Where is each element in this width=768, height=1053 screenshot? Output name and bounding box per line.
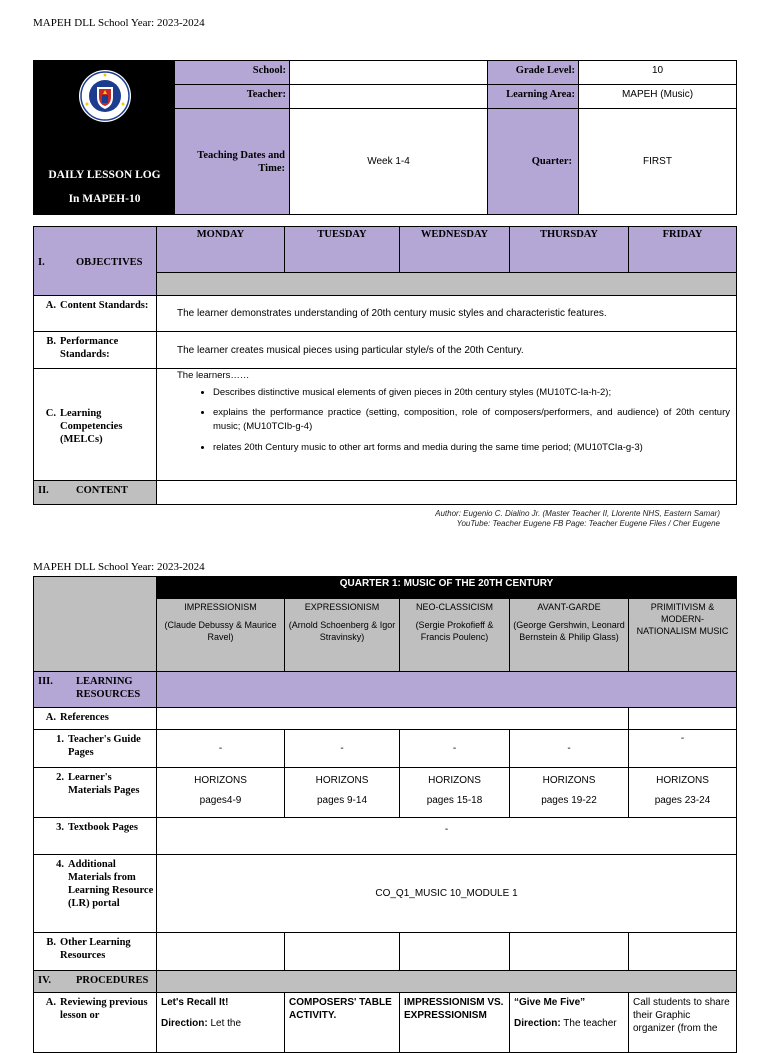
page2-header: MAPEH DLL School Year: 2023-2024 (33, 561, 205, 573)
dll-title (34, 163, 175, 211)
reviewing-label (34, 993, 157, 1053)
deped-seal-logo (78, 69, 132, 123)
learning-resources-bar (157, 672, 737, 708)
textbook-pages-value: - (157, 818, 737, 855)
olr-cell (629, 933, 737, 971)
lm-cell (629, 768, 737, 818)
olr-cell (285, 933, 400, 971)
review-body: Let the (207, 1018, 242, 1029)
other-resources-title: Other Learning Resources (60, 937, 131, 961)
competency-item: • relates 20th Century music to other art forms and media during the same time period; (MU10TCIa-g-3) (213, 440, 730, 455)
content-standards-num: A. (45, 300, 56, 311)
learners-materials-num: 2. (56, 772, 64, 783)
objectives-gray-bar (157, 273, 737, 296)
review-head: “Give Me Five” (514, 997, 586, 1008)
teaching-dates-label: Teaching Dates and Time: (175, 109, 290, 215)
lm-pages: pages 15-18 (426, 795, 483, 806)
teaching-dates-value: Week 1-4 (290, 109, 488, 215)
performance-standards-text: The learner creates musical pieces using particular style/s of the 20th Century. (157, 332, 737, 369)
social-line: YouTube: Teacher Eugene FB Page: Teacher Eugene Files / Cher Eugene (456, 519, 720, 528)
objectives-num: I. (38, 257, 45, 268)
procedures-label: PROCEDURES (76, 975, 149, 986)
lm-cell (510, 768, 629, 818)
lm-pages: pages 19-22 (541, 795, 597, 806)
references-num: A. (45, 712, 56, 723)
review-body: The teacher (560, 1018, 617, 1029)
grade-level-label: Grade Level: (488, 61, 579, 85)
content-cell (157, 481, 737, 505)
objectives-header (34, 227, 157, 296)
learners-materials-label (34, 768, 157, 818)
performance-standards-title: Performance Standards: (60, 336, 119, 360)
day-tuesday: TUESDAY (285, 227, 400, 273)
objectives-label: OBJECTIVES (76, 257, 143, 268)
olr-cell (510, 933, 629, 971)
day-thursday: THURSDAY (510, 227, 629, 273)
additional-materials-label (34, 855, 157, 933)
lm-cell (157, 768, 285, 818)
review-body: Call students to share their Graphic organizer (from the (633, 997, 730, 1034)
tg-value: - (285, 730, 400, 768)
learning-resources-num: III. (38, 676, 53, 687)
review-direction: Direction: (514, 1018, 561, 1029)
lm-pages: pages4-9 (199, 795, 242, 806)
review-cell-monday (157, 993, 285, 1053)
dll-title-line1: DAILY LESSON LOG (48, 169, 161, 181)
references-cell-friday (629, 708, 737, 730)
learning-resources-header (34, 672, 157, 708)
dll-header-table (33, 60, 737, 215)
teachers-guide-label (34, 730, 157, 768)
additional-materials-value: CO_Q1_MUSIC 10_MODULE 1 (157, 855, 737, 933)
tg-value: - (400, 730, 510, 768)
lm-book: HORIZONS (542, 775, 596, 786)
procedures-header (34, 971, 157, 993)
reviewing-num: A. (45, 997, 56, 1008)
content-standards-title: Content Standards: (60, 300, 149, 311)
day-wednesday: WEDNESDAY (400, 227, 510, 273)
content-num: II. (38, 485, 49, 496)
style-name: EXPRESSIONISM (304, 602, 380, 612)
style-composers: (George Gershwin, Leonard Bernstein & Philip Glass) (513, 620, 625, 642)
competency-item: • Describes distinctive musical elements of given pieces in 20th century styles (MU10TC-Ia-h-2); (213, 385, 730, 400)
olr-cell (400, 933, 510, 971)
review-head: IMPRESSIONISM VS. EXPRESSIONISM (404, 997, 504, 1021)
day-friday: FRIDAY (629, 227, 737, 273)
additional-materials-num: 4. (56, 859, 64, 870)
performance-standards-num: B. (46, 336, 56, 347)
style-composers: (Sergie Prokofieff & Francis Poulenc) (415, 620, 494, 642)
competency-item: • explains the performance practice (setting, composition, role of composers/performers, and audience) of 20th century music; (MU10TCIb-g-4) (213, 406, 730, 434)
style-name: IMPRESSIONISM (184, 602, 257, 612)
lm-book: HORIZONS (428, 775, 481, 786)
day-monday: MONDAY (157, 227, 285, 273)
review-direction: Direction: (161, 1018, 208, 1029)
other-resources-num: B. (46, 937, 56, 948)
school-label: School: (175, 61, 290, 85)
references-label (34, 708, 157, 730)
dll-title-block (34, 61, 175, 215)
review-cell-wednesday (400, 993, 510, 1053)
style-impressionism (157, 599, 285, 672)
textbook-pages-num: 3. (56, 822, 64, 833)
page1-header: MAPEH DLL School Year: 2023-2024 (33, 17, 205, 29)
style-expressionism (285, 599, 400, 672)
author-credit (400, 509, 720, 529)
objectives-table (33, 226, 737, 505)
lm-book: HORIZONS (194, 775, 247, 786)
competencies-label (34, 369, 157, 481)
reviewing-title: Reviewing previous lesson or (60, 997, 148, 1021)
lm-book: HORIZONS (315, 775, 369, 786)
procedures-num: IV. (38, 975, 51, 986)
lm-book: HORIZONS (656, 775, 709, 786)
lm-pages: pages 9-14 (316, 795, 368, 806)
school-value (290, 61, 488, 85)
quarter-label: Quarter: (488, 109, 579, 215)
quarter-title: QUARTER 1: MUSIC OF THE 20TH CENTURY (157, 577, 737, 599)
review-head: Let's Recall It! (161, 997, 229, 1008)
other-resources-label (34, 933, 157, 971)
olr-cell (157, 933, 285, 971)
teachers-guide-title: Teacher's Guide Pages (68, 734, 141, 758)
author-line: Author: Eugenio C. Dialino Jr. (Master Teacher II, Llorente NHS, Eastern Samar) (435, 509, 720, 518)
textbook-pages-label (34, 818, 157, 855)
grade-level-value: 10 (579, 61, 737, 85)
style-name: AVANT-GARDE (537, 602, 601, 612)
lm-cell (400, 768, 510, 818)
quarter-value: FIRST (579, 109, 737, 215)
learning-area-label: Learning Area: (488, 85, 579, 109)
procedures-bar (157, 971, 737, 993)
review-cell-tuesday (285, 993, 400, 1053)
corner-cell (34, 577, 157, 672)
style-composers: (Arnold Schoenberg & Igor Stravinsky) (288, 620, 396, 642)
content-standards-text: The learner demonstrates understanding of 20th century music styles and characteristic features. (157, 296, 737, 332)
tg-value: - (510, 730, 629, 768)
competencies-list (177, 385, 730, 455)
teacher-label: Teacher: (175, 85, 290, 109)
style-avant-garde (510, 599, 629, 672)
learning-area-value: MAPEH (Music) (579, 85, 737, 109)
lm-pages: pages 23-24 (654, 795, 711, 806)
content-label: CONTENT (76, 485, 128, 496)
teacher-value (290, 85, 488, 109)
lm-cell (285, 768, 400, 818)
references-title: References (60, 712, 109, 723)
additional-materials-title: Additional Materials from Learning Resource (LR) portal (68, 859, 154, 909)
learners-materials-title: Learner's Materials Pages (68, 772, 140, 796)
references-cell (157, 708, 629, 730)
tg-value: - (157, 730, 285, 768)
style-name: NEO-CLASSICISM (415, 602, 493, 612)
performance-standards-label (34, 332, 157, 369)
competencies-num: C. (45, 407, 56, 419)
learning-resources-label: LEARNING RESOURCES (76, 676, 141, 700)
textbook-pages-title: Textbook Pages (68, 822, 138, 833)
competencies-title: Learning Competencies (MELCs) (60, 407, 123, 445)
resources-table (33, 576, 737, 1053)
review-head: COMPOSERS' TABLE ACTIVITY. (289, 997, 392, 1021)
competencies-intro: The learners…… (177, 370, 250, 381)
content-standards-label (34, 296, 157, 332)
dll-title-line2: In MAPEH-10 (68, 193, 141, 205)
competencies-cell (157, 369, 737, 481)
style-neo-classicism (400, 599, 510, 672)
style-name: PRIMITIVISM & MODERN-NATIONALISM MUSIC (636, 602, 729, 636)
style-composers: (Claude Debussy & Maurice Ravel) (164, 620, 277, 642)
content-header (34, 481, 157, 505)
style-primitivism (629, 599, 737, 672)
review-cell-friday (629, 993, 737, 1053)
tg-value: - (629, 730, 737, 768)
review-cell-thursday (510, 993, 629, 1053)
teachers-guide-num: 1. (56, 734, 64, 745)
